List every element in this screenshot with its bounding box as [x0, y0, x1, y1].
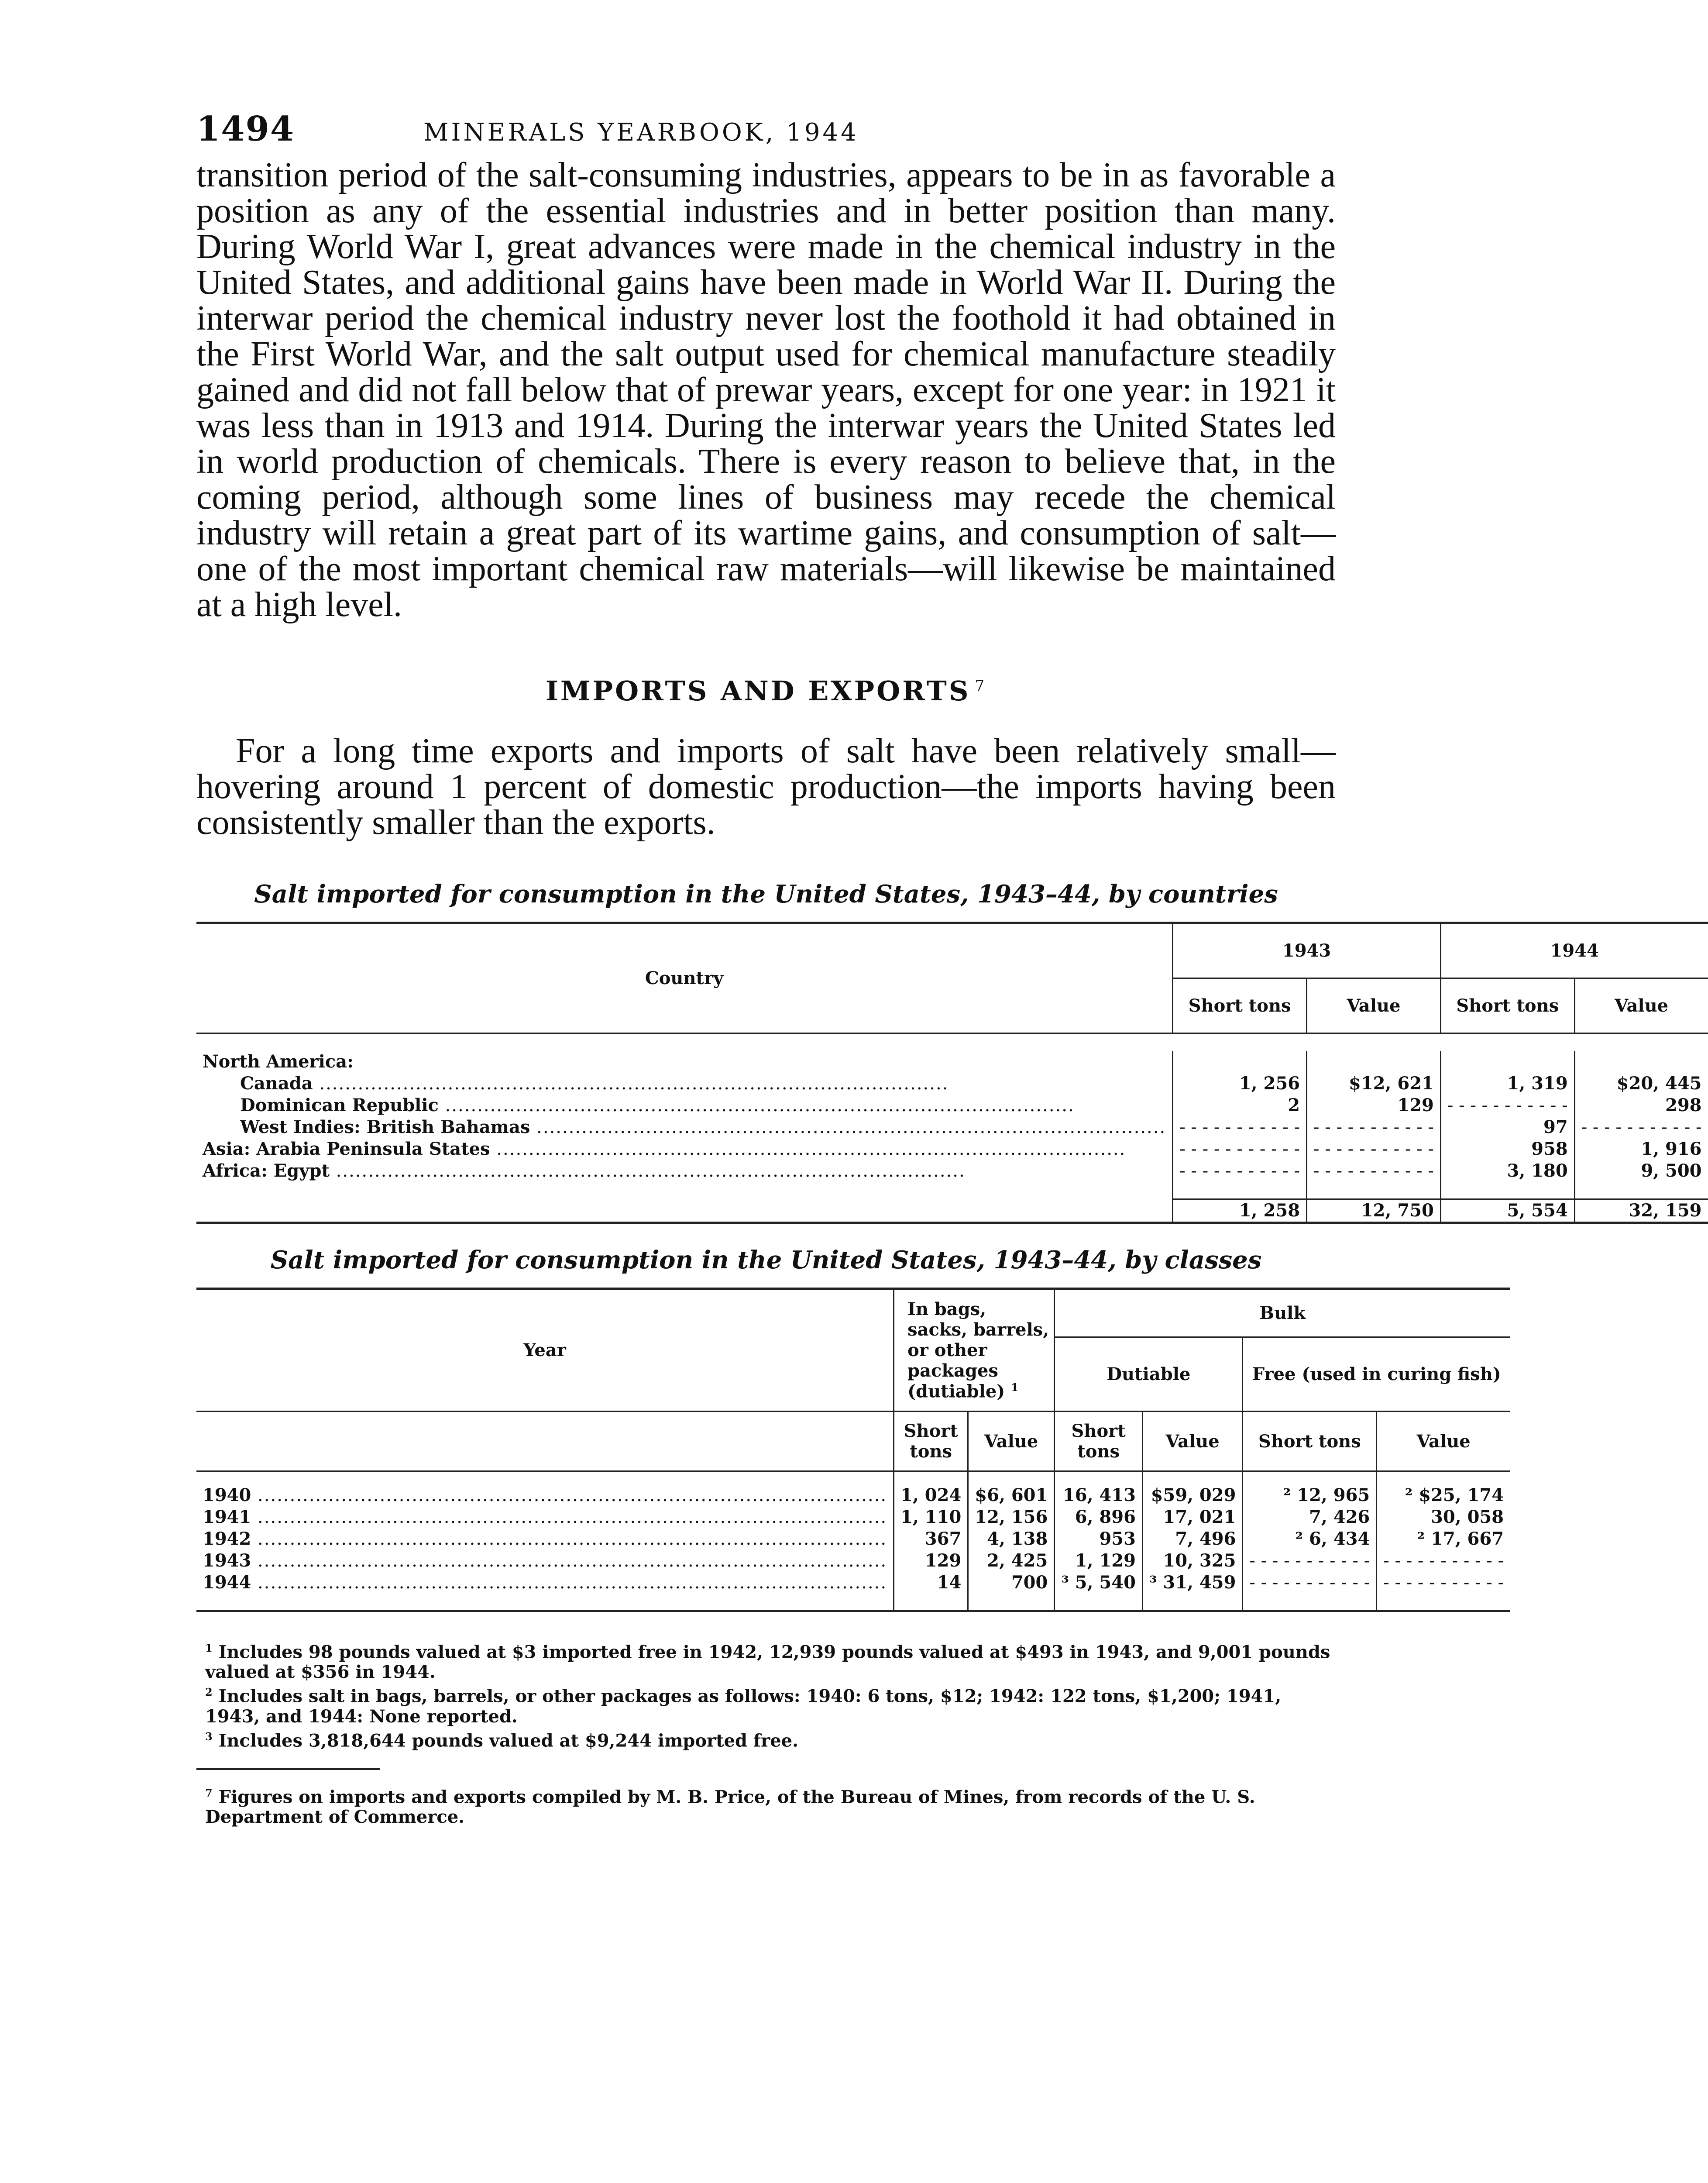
col-dutiable-value: Value	[1142, 1412, 1242, 1471]
row-year: 1942 .....	[196, 1528, 894, 1550]
table-row	[196, 1073, 1708, 1095]
cell-1943-tons-empty	[1173, 1160, 1307, 1182]
cell-dutiable-tons: 6, 896	[1055, 1506, 1143, 1528]
col-dutiable: Dutiable	[1055, 1337, 1243, 1412]
cell-1944-value-empty	[1574, 1116, 1708, 1138]
table-row	[196, 1484, 1510, 1506]
table-row	[196, 1095, 1708, 1116]
col-bulk: Bulk	[1055, 1289, 1510, 1337]
row-label: West Indies: British Bahamas .....	[196, 1116, 1173, 1138]
col-free-value: Value	[1377, 1412, 1510, 1471]
row-year: 1944 .....	[196, 1572, 894, 1594]
cell-dutiable-tons: 16, 413	[1055, 1484, 1143, 1506]
cell-1944-tons: 97	[1440, 1116, 1574, 1138]
cell-dutiable-value: 10, 325	[1142, 1550, 1242, 1572]
cell-bags-tons: 1, 024	[894, 1484, 968, 1506]
footnote-1	[205, 1638, 1336, 1682]
col-bags-short-tons: Short tons	[894, 1412, 968, 1471]
intro-paragraph: transition period of the salt-consuming industries, appears to be in as favorable a position as any of the essential industries and in better position than many. During World War I, great advances were made in the chemical industry in the United States, and additional gains have been made in World War II. During the interwar period the chemical industry never lost the foothold it had obtained in the First World War, and the salt output used for chemical manufacture steadily gained and did not fall below that of prewar years, except for one year: in 1921 it was less than in 1913 and 1914. During the interwar years the United States led in world production of chemicals. There is every reason to believe that, in the coming period, although some lines of business may recede the chemical industry will retain a great part of its wartime gains, and consumption of salt—one of the most important chemical raw materials—will likewise be maintained at a high level.	[196, 156, 1336, 624]
table-row	[196, 1572, 1510, 1594]
table-footnotes	[196, 1638, 1336, 1751]
cell-bags-value: 2, 425	[968, 1550, 1055, 1572]
cell-1943-tons-empty	[1173, 1138, 1307, 1160]
cell-free-tons: ² 12, 965	[1243, 1484, 1377, 1506]
section-paragraph: For a long time exports and imports of salt have been relatively small—hovering around 1 percent of domestic production—the imports having been consistently smaller than the exports.	[196, 732, 1336, 842]
page-number: 1494	[196, 109, 295, 149]
table-row	[196, 1051, 1708, 1073]
cell-1943-tons: 2	[1173, 1095, 1307, 1116]
cell-free-value: 30, 058	[1377, 1506, 1510, 1528]
row-label: North America:	[203, 1051, 354, 1072]
row-label: Dominican Republic .....	[196, 1095, 1173, 1116]
row-label: Africa: Egypt .....	[196, 1160, 1173, 1182]
row-year: 1940 .....	[196, 1484, 894, 1506]
table-row	[196, 1160, 1708, 1182]
col-1943: 1943	[1173, 923, 1441, 978]
table-row	[196, 1116, 1708, 1138]
cell-1944-tons: 958	[1440, 1138, 1574, 1160]
cell-free-value-empty	[1377, 1550, 1510, 1572]
col-free-short-tons: Short tons	[1243, 1412, 1377, 1471]
footnote-text: Includes 3,818,644 pounds valued at $9,244 imported free.	[218, 1730, 799, 1751]
col-1944: 1944	[1440, 923, 1708, 978]
section-heading-note: 7	[975, 677, 987, 695]
footnote-mark: 2	[205, 1686, 213, 1699]
col-1943-value: Value	[1307, 978, 1441, 1033]
cell-dutiable-value: ³ 31, 459	[1142, 1572, 1242, 1594]
table-row	[196, 1528, 1510, 1550]
col-1943-short-tons: Short tons	[1173, 978, 1307, 1033]
total-1943-tons: 1, 258	[1173, 1199, 1307, 1223]
table2-caption: Salt imported for consumption in the United States, 1943–44, by classes	[270, 1246, 1262, 1274]
col-bags-header	[894, 1289, 1055, 1412]
col-bags: In bags, sacks, barrels, or other packages (dutiable)	[907, 1298, 1049, 1402]
cell-free-tons-empty	[1243, 1572, 1377, 1594]
row-year: 1941 .....	[196, 1506, 894, 1528]
footnote-2	[205, 1682, 1336, 1726]
col-1944-value: Value	[1574, 978, 1708, 1033]
table-imports-by-country	[196, 922, 1708, 1224]
cell-free-tons: ² 6, 434	[1243, 1528, 1377, 1550]
cell-free-tons-empty	[1243, 1550, 1377, 1572]
row-label: Canada .....	[196, 1073, 1173, 1095]
col-year: Year	[196, 1289, 894, 1412]
cell-1943-value-empty	[1307, 1160, 1441, 1182]
table-imports-by-class	[196, 1288, 1510, 1612]
col-free: Free (used in curing fish)	[1243, 1337, 1510, 1412]
running-title: MINERALS YEARBOOK, 1944	[423, 118, 859, 147]
footnote-mark: 3	[205, 1730, 213, 1743]
cell-1944-value: 9, 500	[1574, 1160, 1708, 1182]
cell-1943-value-empty	[1307, 1116, 1441, 1138]
col-1944-short-tons: Short tons	[1440, 978, 1574, 1033]
cell-bags-value: 4, 138	[968, 1528, 1055, 1550]
cell-bags-value: 12, 156	[968, 1506, 1055, 1528]
cell-dutiable-value: 17, 021	[1142, 1506, 1242, 1528]
section-heading	[196, 675, 1336, 707]
footnote-3	[205, 1727, 1336, 1751]
section-heading-text: IMPORTS AND EXPORTS	[545, 675, 971, 707]
cell-1943-value: $12, 621	[1307, 1073, 1441, 1095]
footnote-text: Includes 98 pounds valued at $3 imported free in 1942, 12,939 pounds valued at $493 in 1943, and 9,001 pounds valued at $356 in 1944.	[205, 1642, 1330, 1683]
col-bags-value: Value	[968, 1412, 1055, 1471]
cell-dutiable-tons: ³ 5, 540	[1055, 1572, 1143, 1594]
cell-1944-value: 298	[1574, 1095, 1708, 1116]
row-year: 1943 .....	[196, 1550, 894, 1572]
cell-free-value-empty	[1377, 1572, 1510, 1594]
col-bags-note: 1	[1011, 1381, 1018, 1394]
cell-bags-value: $6, 601	[968, 1484, 1055, 1506]
cell-free-value: ² $25, 174	[1377, 1484, 1510, 1506]
page	[196, 109, 1702, 1828]
col-country: Country	[196, 923, 1173, 1033]
cell-bags-value: 700	[968, 1572, 1055, 1594]
cell-1944-tons-empty	[1440, 1095, 1574, 1116]
cell-1944-value: 1, 916	[1574, 1138, 1708, 1160]
cell-1943-tons: 1, 256	[1173, 1073, 1307, 1095]
section-footnote	[196, 1783, 1336, 1827]
col-dutiable-short-tons: Short tons	[1055, 1412, 1143, 1471]
total-row	[196, 1199, 1708, 1223]
total-1944-tons: 5, 554	[1440, 1199, 1574, 1223]
running-head	[196, 109, 1336, 157]
cell-1944-tons: 1, 319	[1440, 1073, 1574, 1095]
cell-1944-value: $20, 445	[1574, 1073, 1708, 1095]
footnote-text: Figures on imports and exports compiled by M. B. Price, of the Bureau of Mines, from records of the U. S. Department of Commerce.	[205, 1787, 1255, 1828]
cell-dutiable-tons: 953	[1055, 1528, 1143, 1550]
cell-free-value: ² 17, 667	[1377, 1528, 1510, 1550]
cell-dutiable-tons: 1, 129	[1055, 1550, 1143, 1572]
table-row	[196, 1138, 1708, 1160]
footnote-mark: 1	[205, 1642, 213, 1654]
table1-caption: Salt imported for consumption in the United States, 1943–44, by countries	[254, 880, 1278, 909]
cell-1943-tons-empty	[1173, 1116, 1307, 1138]
footnote-text: Includes salt in bags, barrels, or other packages as follows: 1940: 6 tons, $12; 1942: 122 tons, $1,200; 1941, 1943, and 1944: None reported.	[205, 1686, 1282, 1727]
cell-bags-tons: 367	[894, 1528, 968, 1550]
cell-bags-tons: 1, 110	[894, 1506, 968, 1528]
total-1944-value: 32, 159	[1574, 1199, 1708, 1223]
total-1943-value: 12, 750	[1307, 1199, 1441, 1223]
cell-1943-value-empty	[1307, 1138, 1441, 1160]
cell-1943-value: 129	[1307, 1095, 1441, 1116]
cell-dutiable-value: 7, 496	[1142, 1528, 1242, 1550]
row-label: Asia: Arabia Peninsula States .....	[196, 1138, 1173, 1160]
table-row	[196, 1550, 1510, 1572]
cell-free-tons: 7, 426	[1243, 1506, 1377, 1528]
footnote-mark: 7	[205, 1786, 213, 1799]
cell-dutiable-value: $59, 029	[1142, 1484, 1242, 1506]
cell-bags-tons: 129	[894, 1550, 968, 1572]
table-row	[196, 1506, 1510, 1528]
cell-bags-tons: 14	[894, 1572, 968, 1594]
cell-1944-tons: 3, 180	[1440, 1160, 1574, 1182]
footnote-rule	[196, 1768, 380, 1770]
